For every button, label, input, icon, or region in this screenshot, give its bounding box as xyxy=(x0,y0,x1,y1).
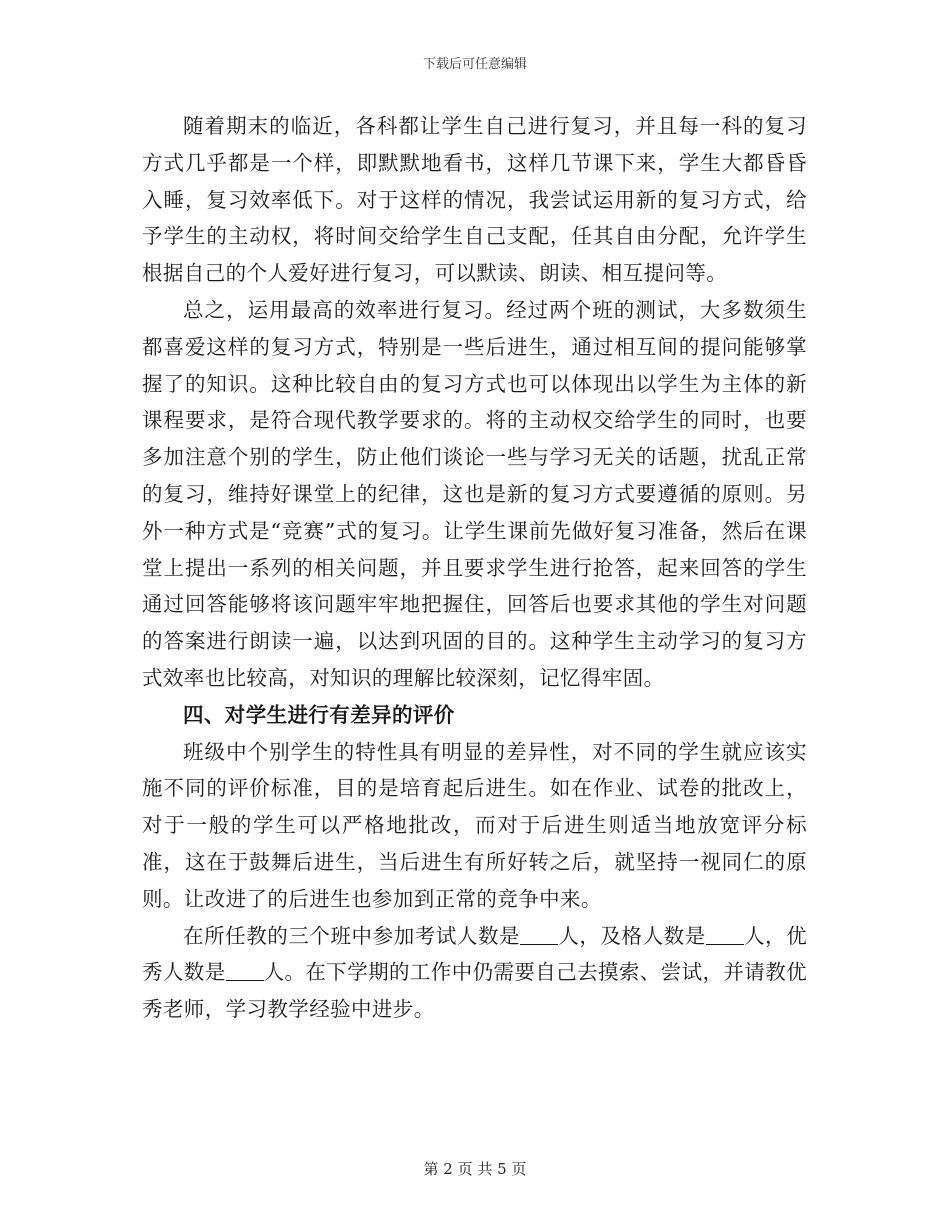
document-body xyxy=(142,108,807,1028)
paragraph-statistics xyxy=(142,918,807,1028)
statistics-text-3: 人，优秀人数是 xyxy=(142,923,807,985)
statistics-text-4: 人。在下学期的工作中仍需要自己去摸索、尝试，并请教优秀老师，学习教学经验中进步。 xyxy=(142,960,808,1022)
paragraph-evaluation: 班级中个别学生的特性具有明显的差异性，对不同的学生就应该实施不同的评价标准，目的是培育起后进生。如在作业、试卷的批改上，对于一般的学生可以严格地批改，而对于后进生则适当地放宽评分标准，这在于鼓舞后进生，当后进生有所好转之后，就坚持一视同仁的原则。让改进了的后进生也参加到正常的竞争中来。 xyxy=(142,739,807,911)
page-header: 下载后可任意编辑 xyxy=(422,57,527,72)
paragraph-review-methods: 随着期末的临近，各科都让学生自己进行复习，并且每一科的复习方式几乎都是一个样，即默默地看书，这样几节课下来，学生大都昏昏入睡，复习效率低下。对于这样的情况，我尝试运用新的复习方式，给予学生的主动权，将时间交给学生自己支配，任其自由分配，允许学生根据自己的个人爱好进行复习，可以默读、朗读、相互提问等。 xyxy=(142,114,807,286)
section-heading-4: 四、对学生进行有差异的评价 xyxy=(183,702,455,727)
statistics-text-1: 在所任教的三个班中参加考试人数是 xyxy=(183,923,521,948)
blank-pass-count xyxy=(706,923,744,945)
blank-excellent-count xyxy=(226,960,264,982)
blank-exam-count xyxy=(520,923,558,945)
paragraph-summary: 总之，运用最高的效率进行复习。经过两个班的测试，大多数须生都喜爱这样的复习方式，特别是一些后进生，通过相互间的提问能够掌握了的知识。这种比较自由的复习方式也可以体现出以学生为主体的新课程要求，是符合现代教学要求的。将的主动权交给学生的同时，也要多加注意个别的学生，防止他们谈论一些与学习无关的话题，扰乱正常的复习，维持好课堂上的纪律，这也是新的复习方式要遵循的原则。另外一种方式是“竞赛”式的复习。让学生课前先做好复习准备，然后在课堂上提出一系列的相关问题，并且要求学生进行抢答，起来回答的学生通过回答能够将该问题牢牢地把握住，回答后也要求其他的学生对问题的答案进行朗读一遍，以达到巩固的目的。这种学生主动学习的复习方式效率也比较高，对知识的理解比较深刻，记忆得牢固。 xyxy=(142,297,807,690)
page-number: 第 2 页 共 5 页 xyxy=(423,1160,527,1178)
statistics-text-2: 人，及格人数是 xyxy=(558,923,706,948)
